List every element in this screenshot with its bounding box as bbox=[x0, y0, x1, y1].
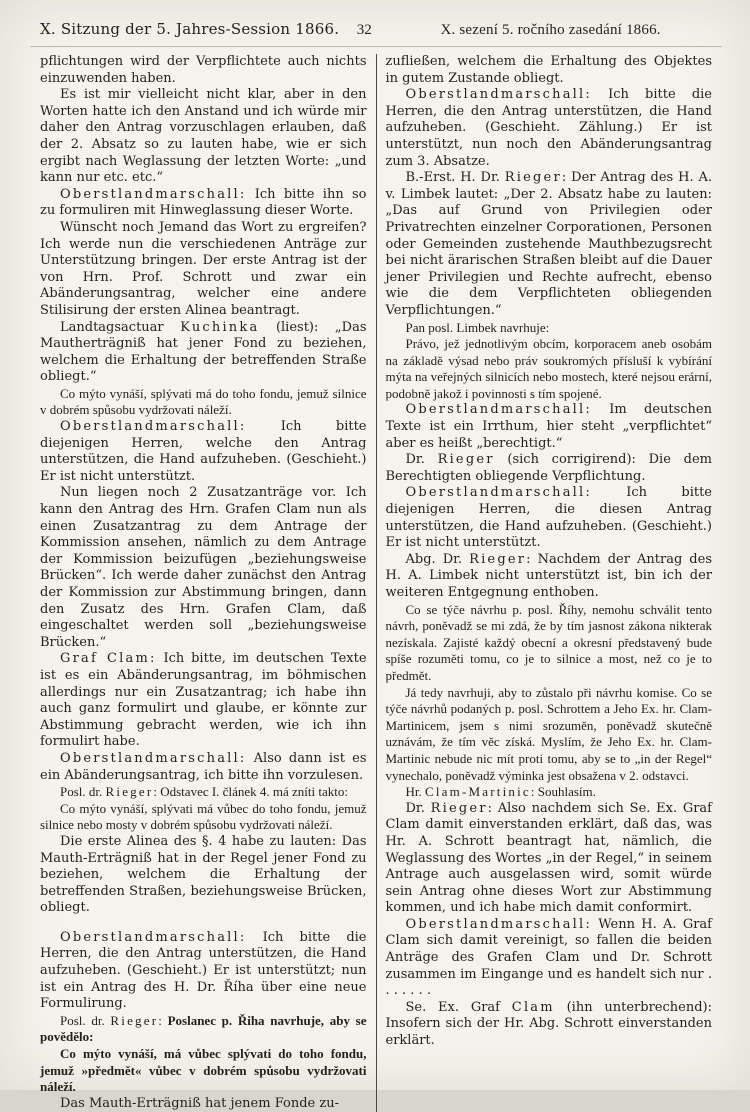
paragraph bbox=[386, 402, 713, 452]
text-segment: Co mýto vynáší, má vůbec splývati do toho fondu, jemuž »předmět« vůbec v dobrém spůsobu vydržovati náleží. bbox=[40, 1046, 367, 1095]
text-segment: Posl. dr. bbox=[60, 1012, 111, 1028]
speaker-name: Oberstlandmarschall: bbox=[405, 87, 592, 103]
left-column bbox=[40, 54, 376, 1112]
text-segment: Ich bitte die Herren, die den Antrag unterstützen, die Hand aufzuheben. (Geschieht.) Er ist unterstützt; nun ist ein Antrag des H. Dr. Říha über eine neue Formulirung. bbox=[40, 929, 367, 1012]
speaker-name: Rieger bbox=[504, 170, 562, 186]
header-title-czech: X. sezení 5. ročního zasedání 1866. bbox=[440, 22, 661, 38]
text-segment: Die erste Alinea des §. 4 habe zu lauten: Das Mauth-Erträgniß hat in der Regel jener Fond zu beziehen, welchem die Erhaltung der betreffenden Straßen, beziehungsweise Brücken, obliegt. bbox=[40, 833, 367, 916]
speaker-name: Rieger bbox=[105, 784, 154, 800]
text-segment: Nun liegen noch 2 Zusatzanträge vor. Ich kann den Antrag des Hrn. Grafen Clam nun als einen Zusatzantrag zu dem Antrage der Kommission ansehen, nämlich zu dem Antrage der Kommission beizufügen „beziehungsweise Brücken“. Ich werde daher zunächst den Antrag der Kommission zur Abstimmung bringen, dann den Zusatz des Hrn. Grafen Clam, daß eingeschaltet werden soll „beziehungsweise Brücken.“ bbox=[40, 485, 367, 650]
text-segment: (ihn unterbrechend): Insofern sich der Hr. Abg. Schrott einverstanden erklärt. bbox=[385, 999, 712, 1049]
paragraph bbox=[386, 485, 713, 551]
text-segment: Pan posl. Limbek navrhuje: bbox=[405, 319, 550, 335]
speaker-name: Oberstlandmarschall: bbox=[405, 916, 592, 932]
text-segment: : Also nachdem sich Se. Ex. Graf Clam damit einverstanden erklärt, daß das, was Hr. A. Schrott beantragt hat, nämlich, die Weglassung des Wortes „in der Regel,“ in seinem Antrage auch ausgelassen wird, somit würde sein Antrag ohne dieses Wort zur Abstimmung kommen, und ich habe mich damit conformirt. bbox=[385, 800, 712, 916]
text-segment: Also dann ist es ein Abänderungsantrag, ich bitte ihn vorzulesen. bbox=[40, 750, 367, 783]
text-segment: Právo, jež jednotlivým obcím, korporacem aneb osobám na základě výsad nebo práv soukromých přísluší k vybírání mýta na veřejných silnicích nebo mostech, které nejsou erární, podobně jakož i povinnosti s tím spojené. bbox=[385, 336, 712, 401]
text-segment: : Souhlasím. bbox=[530, 784, 596, 800]
paragraph bbox=[386, 917, 713, 1000]
paragraph bbox=[40, 187, 367, 220]
paragraph bbox=[40, 1096, 367, 1112]
paragraph bbox=[386, 1000, 713, 1050]
paragraph bbox=[386, 87, 713, 170]
text-segment: Ich bitte die Herren, die den Antrag unterstützen, die Hand aufzuheben. (Geschieht. Zählung.) Er ist unterstützt, nun noch den Abänderungsantrag zum 3. Absatze. bbox=[385, 87, 712, 169]
paragraph bbox=[40, 386, 367, 419]
paragraph bbox=[386, 320, 713, 337]
paragraph bbox=[40, 419, 367, 485]
speaker-name: Oberstlandmarschall: bbox=[405, 485, 592, 501]
paragraph bbox=[40, 87, 367, 187]
text-segment: Abg. Dr. bbox=[405, 551, 470, 567]
speaker-name: Rieger bbox=[430, 800, 488, 816]
text-segment: Hr. bbox=[405, 784, 425, 800]
speaker-name: Oberstlandmarschall: bbox=[60, 750, 247, 766]
paragraph bbox=[386, 801, 713, 917]
right-column bbox=[377, 54, 713, 1112]
paragraph bbox=[386, 170, 713, 319]
paragraph bbox=[40, 801, 367, 834]
paragraph bbox=[40, 784, 367, 801]
text-segment: Co se týče návrhu p. posl. Říhy, nemohu schválit tento návrh, poněvadž se mi zdá, že by tím jasnost zákona nikterak nezískala. Zajisté každý obecní a okresní představený bude spíše rozuměti tomu, co je to silnice a most, než co je to předmět. bbox=[385, 601, 712, 683]
paragraph bbox=[40, 651, 367, 751]
text-segment: B.-Erst. H. Dr. bbox=[405, 170, 505, 186]
paragraph bbox=[386, 784, 713, 801]
speaker-name: Clam bbox=[511, 999, 555, 1015]
speaker-name: Rieger bbox=[437, 452, 495, 468]
text-segment: (liest): „Das Mautherträgniß hat jener Fond zu beziehen, welchem die Erhaltung der betreffenden Straße obliegt.“ bbox=[40, 319, 367, 385]
text-segment: Das Mauth-Erträgniß hat jenem Fonde zu- bbox=[60, 1095, 339, 1111]
speaker-name: Rieger bbox=[110, 1012, 159, 1028]
text-segment: Es ist mir vielleicht nicht klar, aber in den Worten hatte ich den Anstand und ich würde mir daher den Antrag vorzuschlagen erlauben, daß der 2. Absatz so zu lauten habe, wie er sich ergibt nach Weglassung der letzten Worte: „und kann nur etc. etc.“ bbox=[40, 87, 367, 186]
paragraph bbox=[386, 685, 713, 785]
text-segment: Co mýto vynáší, splývati má vůbec do toho fondu, jemuž silnice nebo mosty v dobrém spůsobu vydržovati náleží. bbox=[40, 800, 367, 833]
text-segment: : Odstavec I. článek 4. má zníti takto: bbox=[153, 784, 348, 800]
page-number: 32 bbox=[356, 22, 372, 38]
header-title-german: X. Sitzung der 5. Jahres-Session 1866. bbox=[40, 20, 340, 38]
paragraph bbox=[40, 220, 367, 320]
paragraph bbox=[40, 485, 367, 651]
paragraph bbox=[40, 1046, 367, 1096]
paragraph bbox=[386, 552, 713, 602]
paragraph bbox=[40, 1013, 367, 1046]
text-segment: (sich corrigirend): Die dem Berechtigten obliegende Verpflichtung. bbox=[385, 452, 712, 484]
text-segment: Im deutschen Texte ist ein Irrthum, hier steht „verpflichtet“ aber es heißt „berechtigt.“ bbox=[385, 402, 712, 451]
paragraph bbox=[40, 930, 367, 1013]
paragraph bbox=[40, 751, 367, 784]
text-columns bbox=[40, 54, 712, 1112]
paragraph bbox=[386, 602, 713, 685]
text-segment: Dr. bbox=[405, 452, 438, 468]
text-segment: Wenn H. A. Graf Clam sich damit vereinigt, so fallen die beiden Anträge des Grafen Clam und Dr. Schrott zusammen im Eingange und es handelt sich nur . . . . . . . bbox=[385, 916, 712, 999]
speaker-name: Graf Clam: bbox=[60, 651, 157, 667]
speaker-name: Oberstlandmarschall: bbox=[405, 402, 592, 418]
text-segment: zufließen, welchem die Erhaltung des Objektes in gutem Zustande obliegt. bbox=[385, 54, 712, 86]
text-segment: Poslanec p. Řiha navrhuje, aby se povědělo: bbox=[40, 1012, 367, 1045]
speaker-name: Clam-Martinic bbox=[425, 784, 531, 800]
paragraph bbox=[40, 320, 367, 386]
text-segment: : bbox=[158, 1012, 168, 1028]
text-segment: Ich bitte, im deutschen Texte ist es ein Abänderungsantrag, im böhmischen allerdings nur ein Zusatzantrag; ich habe ihn auch ganz formulirt und glaube, er könnte zur Abstimmung gebracht werden, wie ich ihn formulirt habe. bbox=[40, 651, 367, 750]
speaker-name: Kuchinka bbox=[180, 319, 260, 335]
speaker-name: Oberstlandmarschall: bbox=[60, 929, 247, 945]
text-segment: pflichtungen wird der Verpflichtete auch nichts einzuwenden haben. bbox=[40, 54, 367, 86]
text-segment: Já tedy navrhuji, aby to zůstalo při návrhu komise. Co se týče návrhů podaných p. posl. Schrottem a Jeho Ex. hr. Clam-Martinicem, jsem s nimi srozuměn, poněvadž skutečně uznávám, že tím věc získá. Myslím, že Jeho Ex. hr. Clam-Martinic nebude nic mít proti tomu, aby se to „in der Regel“ vynechalo, poněvadž výminka jest obsažena v 2. odstavci. bbox=[385, 684, 712, 783]
text-segment: Wünscht noch Jemand das Wort zu ergreifen? Ich werde nun die verschiedenen Anträge zur Unterstützung bringen. Der erste Antrag ist der von Hrn. Prof. Schrott und zwar ein Abänderungsantrag, welcher eine andere Stilisirung der ersten Alinea beantragt. bbox=[40, 219, 367, 318]
text-segment: : Der Antrag des H. A. v. Limbek lautet: „Der 2. Absatz habe zu lauten: „Das auf Grund von Privilegien oder Privatrechten einzelner Corporationen, Personen oder Gemeinden zustehende Mauthbezugsrecht bei nicht ärarischen Straßen bleibt auf die Dauer jener Privilegien und Rechte aufrecht, ebenso wie die dem Verpflichteten obliegenden Verpflichtungen.“ bbox=[385, 170, 712, 318]
text-segment: Posl. dr. bbox=[60, 784, 106, 800]
text-segment: Ich bitte diejenigen Herren, die diesen Antrag unterstützen, die Hand aufzuheben. (Geschieht.) Er ist nicht unterstützt. bbox=[385, 485, 712, 551]
header-rule bbox=[30, 46, 722, 47]
text-segment: Landtagsactuar bbox=[60, 319, 181, 335]
paragraph bbox=[40, 834, 367, 917]
text-segment: Ich bitte diejenigen Herren, welche den Antrag unterstützen, die Hand aufzuheben. (Geschieht.) Er ist nicht unterstützt. bbox=[40, 419, 367, 484]
text-segment: Se. Ex. Graf bbox=[405, 999, 512, 1015]
text-segment: Dr. bbox=[405, 800, 431, 816]
text-segment: Ich bitte ihn so zu formuliren mit Hinweglassung dieser Worte. bbox=[40, 186, 367, 219]
text-segment: : Nachdem der Antrag des H. A. Limbek nicht unterstützt ist, bin ich der weiteren Entgegnung enthoben. bbox=[385, 551, 712, 600]
paragraph bbox=[40, 54, 367, 87]
speaker-name: Oberstlandmarschall: bbox=[60, 419, 247, 435]
speaker-name: Rieger bbox=[469, 551, 527, 567]
paragraph bbox=[386, 452, 713, 485]
speaker-name: Oberstlandmarschall: bbox=[60, 186, 247, 202]
paragraph bbox=[386, 336, 713, 402]
text-segment: Co mýto vynáší, splývati má do toho fondu, jemuž silnice v dobrém spůsobu vydržovati náleží. bbox=[40, 385, 367, 418]
page-header bbox=[40, 14, 712, 44]
paragraph bbox=[386, 54, 713, 87]
